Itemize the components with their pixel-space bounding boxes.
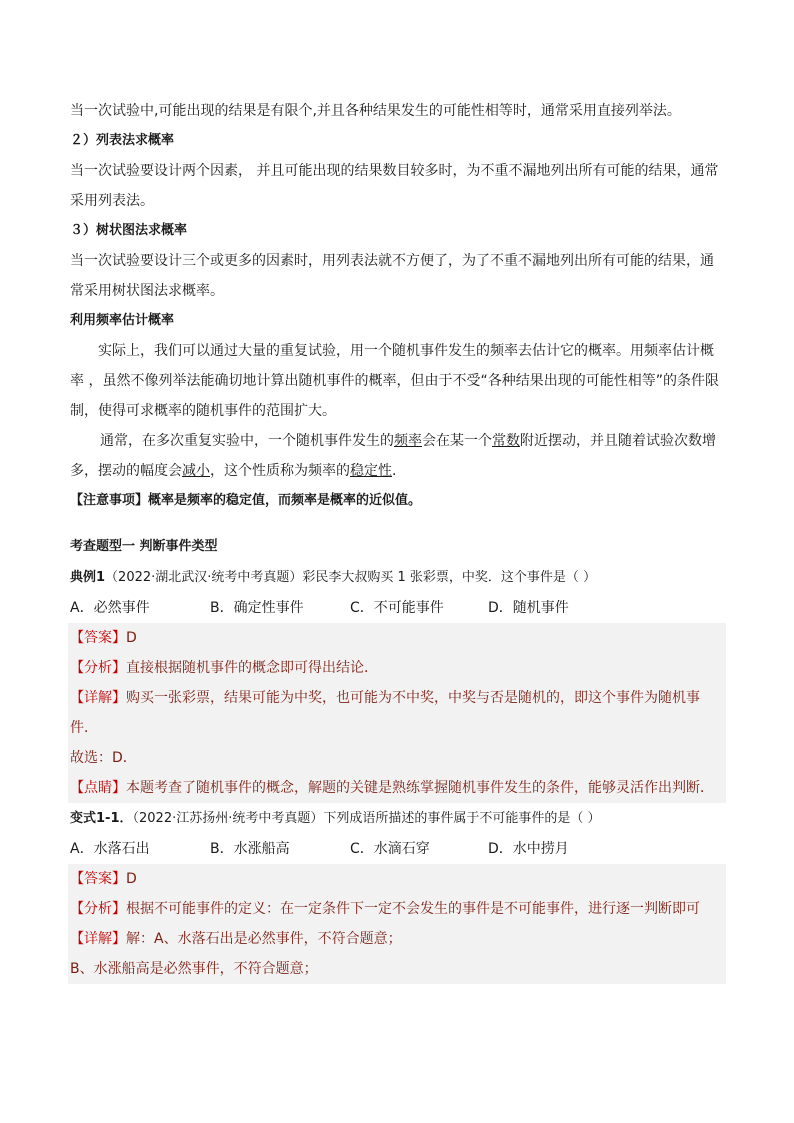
analysis-line: 【分析】直接根据随机事件的概念即可得出结论．	[70, 660, 378, 676]
document-page	[70, 96, 726, 984]
analysis-line: 【分析】根据不可能事件的定义：在一定条件下一定不会发生的事件是不可能事件，进行逐一判断即可	[70, 901, 700, 917]
option-a: A．必然事件	[70, 600, 150, 616]
question-variant-1-1: 变式1-1．（2022·江苏扬州·统考中考真题）下列成语所描述的事件属于不可能事件的是（ ）	[70, 811, 601, 826]
option-b: B．水涨船高	[210, 841, 290, 857]
heading-table-method: ２）列表法求概率	[70, 133, 175, 148]
question-options	[70, 834, 726, 864]
question-example-1: 典例1（2022·湖北武汉·统考中考真题）彩民李大叔购买 1 张彩票，中奖．这个事件是（ ）	[70, 570, 597, 585]
term-constant: 常数	[492, 433, 520, 449]
detail-line-2: B、水涨船高是必然事件，不符合题意；	[70, 961, 318, 977]
detail-line: 【详解】购买一张彩票，结果可能为中奖，也可能为不中奖，中奖与否是随机的，即这个事件为随机事件．	[70, 690, 700, 736]
answer-line: 【答案】D	[70, 871, 137, 887]
comment-line: 【点睛】本题考查了随机事件的概念，解题的关键是熟练掌握随机事件发生的条件，能够灵活作出判断．	[70, 780, 714, 796]
option-a: A．水落石出	[70, 841, 150, 857]
solution-box	[68, 864, 726, 984]
note-attention: 【注意事项】概率是频率的稳定值，而频率是概率的近似值。	[70, 493, 422, 508]
paragraph-table-method: 当一次试验要设计两个因素， 并且可能出现的结果数目较多时，为不重不漏地列出所有可能的结果，通常采用列表法。	[70, 163, 719, 209]
term-decrease: 减小	[182, 463, 210, 479]
option-d: D．随机事件	[488, 600, 569, 616]
section-title: 考查题型一 判断事件类型	[70, 539, 218, 554]
term-frequency: 频率	[394, 433, 422, 449]
heading-frequency-estimate: 利用频率估计概率	[70, 313, 175, 328]
paragraph-tree-method: 当一次试验要设计三个或更多的因素时，用列表法就不方便了，为了不重不漏地列出所有可能的结果，通常采用树状图法求概率。	[70, 253, 714, 299]
detail-line: 【详解】解：A、水落石出是必然事件，不符合题意；	[70, 931, 402, 947]
question-label: 变式1-1．	[70, 811, 133, 826]
heading-tree-method: ３）树状图法求概率	[70, 223, 188, 238]
paragraph-frequency-stability: 通常，在多次重复实验中，一个随机事件发生的频率会在某一个常数附近摆动，并且随着试验次数增多，摆动的幅度会减小，这个性质称为频率的稳定性.	[70, 433, 716, 479]
question-options	[70, 593, 726, 623]
solution-box	[68, 623, 726, 803]
option-c: C．水滴石穿	[350, 841, 430, 857]
term-stability: 稳定性	[350, 463, 392, 479]
option-b: B．确定性事件	[210, 600, 304, 616]
option-c: C．不可能事件	[350, 600, 444, 616]
option-d: D．水中捞月	[488, 841, 569, 857]
paragraph-direct-listing: 当一次试验中,可能出现的结果是有限个,并且各种结果发生的可能性相等时，通常采用直接列举法。	[70, 103, 681, 119]
question-label: 典例1	[70, 570, 106, 585]
paragraph-frequency-estimate: 实际上，我们可以通过大量的重复试验，用一个随机事件发生的频率去估计它的概率。用频率估计概率 ，虽然不像列举法能确切地计算出随机事件的概率，但由于不受“各种结果出现的可能性相等”的条件限制，使得可求概率的随机事件的范围扩大。	[70, 343, 719, 419]
answer-line: 【答案】D	[70, 630, 137, 646]
choose-line: 故选：D．	[70, 750, 137, 766]
